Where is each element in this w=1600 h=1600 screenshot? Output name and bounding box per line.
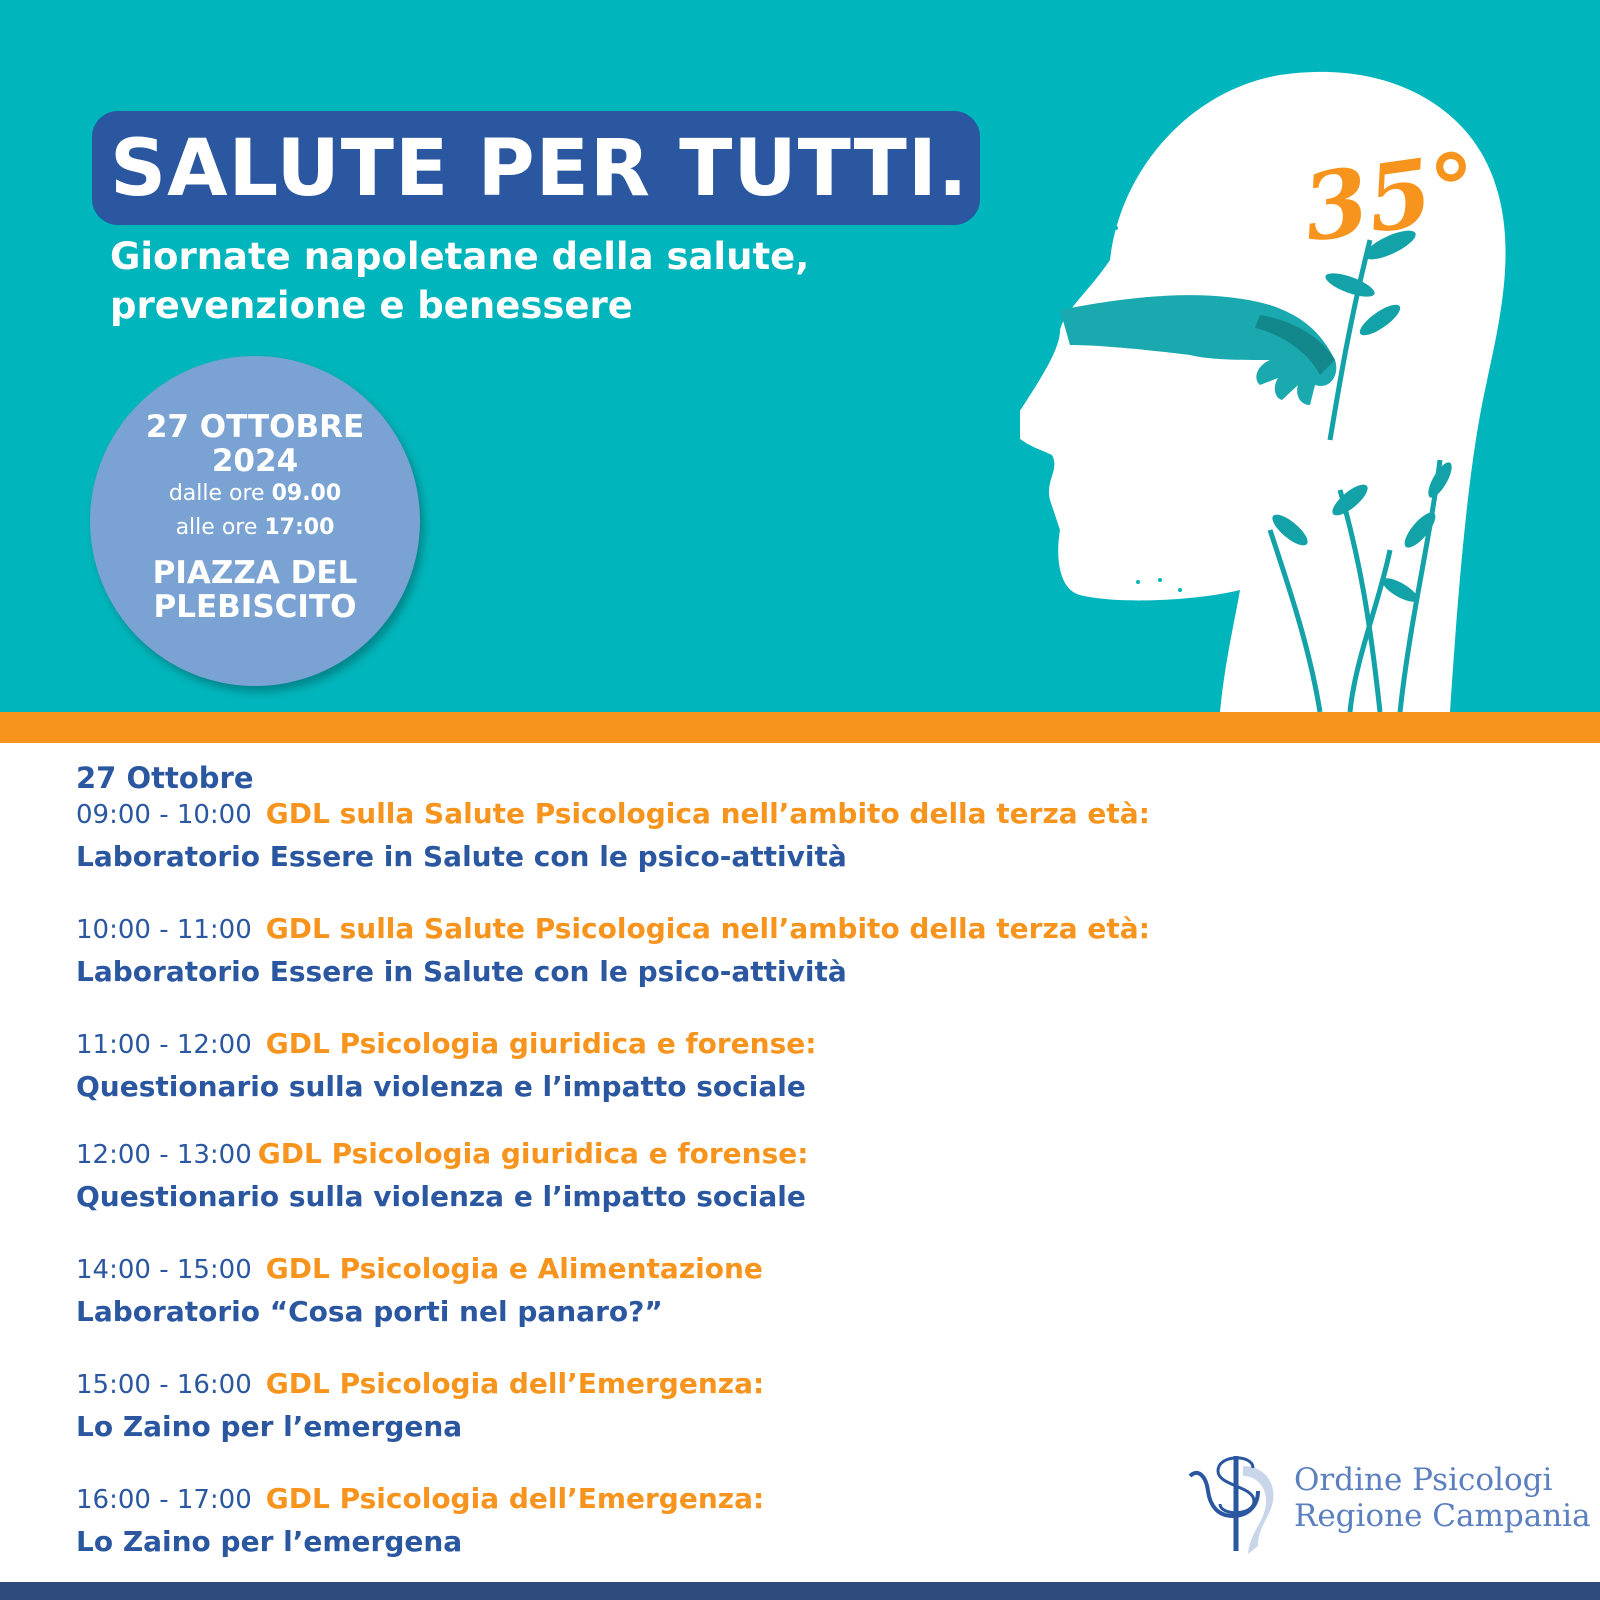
hero-banner bbox=[0, 0, 1600, 712]
agenda-activity: Laboratorio Essere in Salute con le psico-attività bbox=[76, 840, 847, 873]
agenda-group: GDL Psicologia giuridica e forense: bbox=[257, 1137, 809, 1170]
event-subtitle bbox=[110, 232, 1010, 330]
date-line-1: 27 OTTOBRE bbox=[145, 409, 365, 445]
logo-line-1: Ordine Psicologi bbox=[1294, 1462, 1553, 1498]
agenda-group: GDL sulla Salute Psicologica nell’ambito della terza età: bbox=[265, 797, 1150, 830]
start-time bbox=[90, 480, 420, 508]
end-time bbox=[90, 514, 420, 542]
title-box bbox=[92, 111, 980, 225]
agenda-group: GDL sulla Salute Psicologica nell’ambito della terza età: bbox=[265, 912, 1150, 945]
footer-bar bbox=[0, 1582, 1600, 1600]
place-line-1: PIAZZA DEL bbox=[152, 555, 358, 591]
anniversary-badge: 35° bbox=[1296, 131, 1485, 263]
ordine-psicologi-logo bbox=[1188, 1446, 1591, 1556]
start-time-value: 09.00 bbox=[271, 481, 342, 506]
event-place bbox=[90, 556, 420, 624]
agenda-item bbox=[76, 1024, 816, 1106]
agenda-time: 10:00 - 11:00 bbox=[76, 915, 252, 945]
place-line-2: PLEBISCITO bbox=[153, 589, 357, 625]
psi-caduceus-logo-icon bbox=[1188, 1446, 1288, 1556]
agenda-time: 14:00 - 15:00 bbox=[76, 1255, 252, 1285]
agenda-time: 09:00 - 10:00 bbox=[76, 800, 252, 830]
agenda-item bbox=[76, 909, 1150, 991]
date-line-2: 2024 bbox=[211, 443, 299, 479]
agenda-item bbox=[76, 1364, 764, 1446]
start-time-prefix: dalle ore bbox=[168, 481, 272, 506]
date-badge bbox=[90, 356, 420, 686]
end-time-value: 17:00 bbox=[264, 515, 335, 540]
agenda-item bbox=[76, 794, 1150, 876]
subtitle-line-1: Giornate napoletane della salute, bbox=[110, 235, 810, 278]
agenda bbox=[76, 756, 1256, 1558]
agenda-activity: Laboratorio “Cosa porti nel panaro?” bbox=[76, 1295, 663, 1328]
logo-text bbox=[1294, 1462, 1591, 1534]
agenda-activity: Lo Zaino per l’emergena bbox=[76, 1410, 463, 1443]
agenda-group: GDL Psicologia giuridica e forense: bbox=[265, 1027, 817, 1060]
orange-divider bbox=[0, 712, 1600, 743]
event-title: SALUTE PER TUTTI. bbox=[110, 124, 969, 214]
head-with-plants-illustration bbox=[1020, 60, 1560, 712]
agenda-time: 12:00 - 13:00 bbox=[76, 1140, 252, 1170]
agenda-day: 27 Ottobre bbox=[76, 761, 254, 795]
subtitle-line-2: prevenzione e benessere bbox=[110, 284, 633, 327]
agenda-time: 15:00 - 16:00 bbox=[76, 1370, 252, 1400]
agenda-activity: Questionario sulla violenza e l’impatto sociale bbox=[76, 1180, 806, 1213]
event-date bbox=[90, 410, 420, 478]
agenda-item bbox=[76, 1134, 808, 1216]
agenda-activity: Questionario sulla violenza e l’impatto sociale bbox=[76, 1070, 806, 1103]
agenda-time: 11:00 - 12:00 bbox=[76, 1030, 252, 1060]
agenda-time: 16:00 - 17:00 bbox=[76, 1485, 252, 1515]
agenda-group: GDL Psicologia dell’Emergenza: bbox=[265, 1367, 765, 1400]
agenda-group: GDL Psicologia e Alimentazione bbox=[265, 1252, 763, 1285]
agenda-group: GDL Psicologia dell’Emergenza: bbox=[265, 1482, 765, 1515]
end-time-prefix: alle ore bbox=[175, 515, 265, 540]
agenda-item bbox=[76, 1249, 763, 1331]
agenda-activity: Lo Zaino per l’emergena bbox=[76, 1525, 463, 1558]
logo-line-2: Regione Campania bbox=[1294, 1498, 1591, 1534]
agenda-activity: Laboratorio Essere in Salute con le psico-attività bbox=[76, 955, 847, 988]
agenda-item bbox=[76, 1479, 764, 1561]
